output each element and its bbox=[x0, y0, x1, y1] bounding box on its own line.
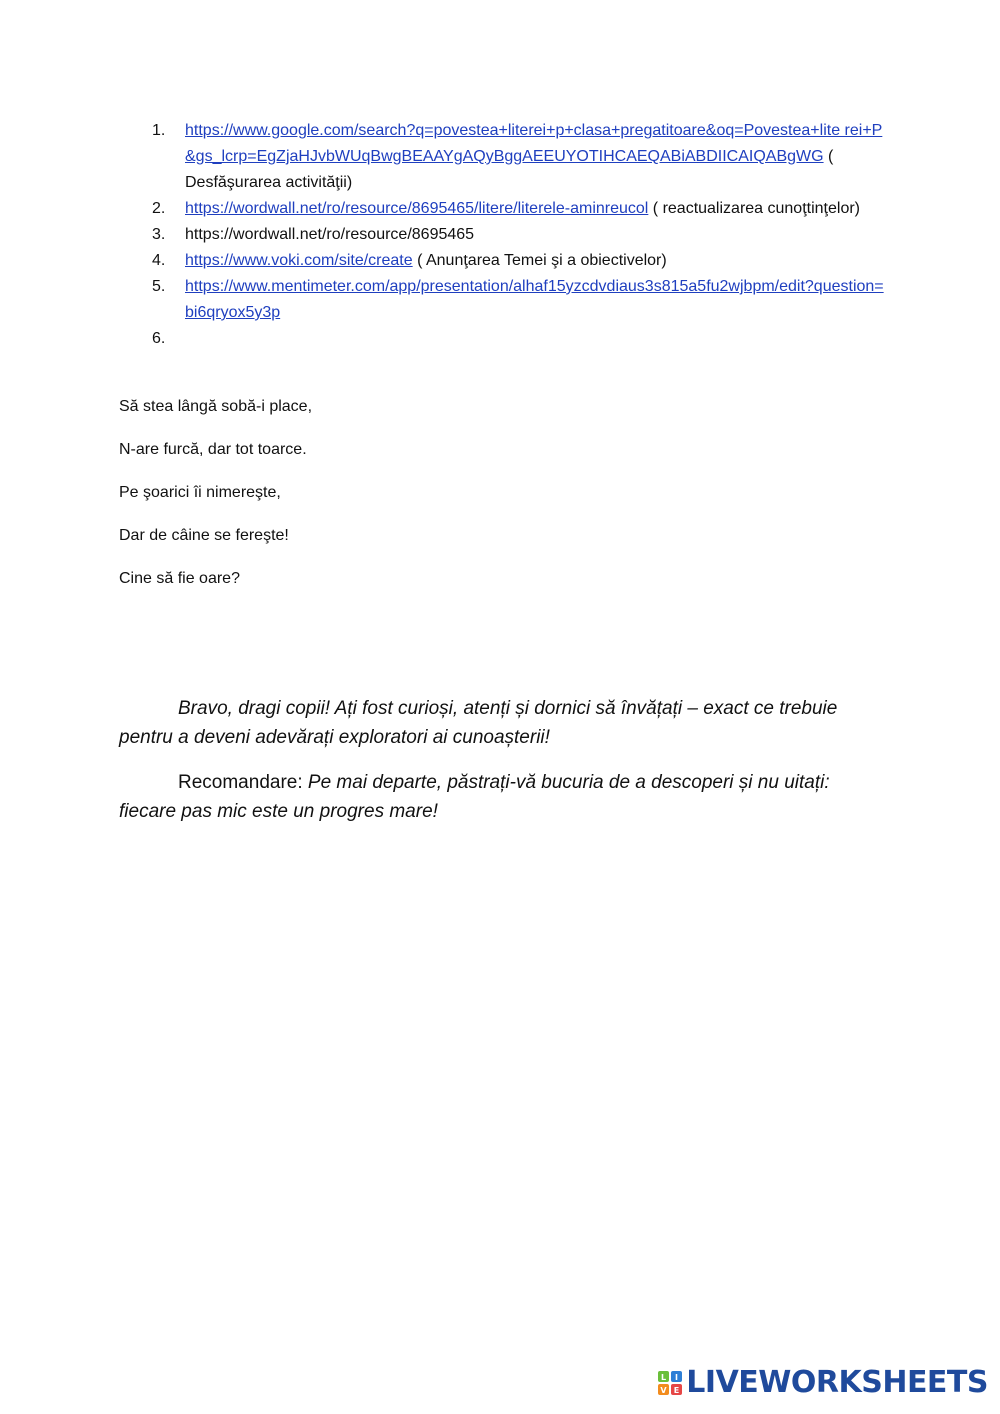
recommendation-text: Pe mai departe, păstrați-vă bucuria de a descoperi și nu uitați: fiecare pas mic este un progres mare! bbox=[119, 772, 830, 822]
liveworksheets-brand bbox=[657, 1365, 988, 1400]
svg-text:I: I bbox=[675, 1373, 679, 1382]
list-item bbox=[152, 248, 887, 274]
list-item bbox=[152, 196, 887, 222]
riddle-line: Pe şoarici îi nimereşte, bbox=[119, 484, 281, 501]
reference-list bbox=[152, 118, 887, 352]
list-number: 6. bbox=[152, 330, 166, 347]
list-item bbox=[152, 118, 887, 196]
recommendation-paragraph bbox=[119, 768, 884, 826]
reference-note: ( reactualizarea cunoţtinţelor) bbox=[648, 200, 860, 217]
svg-text:L: L bbox=[661, 1373, 667, 1382]
reference-link[interactable]: https://www.mentimeter.com/app/presentation/alhaf15yzcdvdiaus3s815a5fu2wjbpm/edit?question=bi6qryox5y3p bbox=[185, 278, 884, 321]
svg-text:E: E bbox=[674, 1386, 680, 1395]
reference-link[interactable]: https://www.voki.com/site/create bbox=[185, 252, 413, 269]
riddle-line: Dar de câine se fereşte! bbox=[119, 527, 289, 544]
list-number: 5. bbox=[152, 278, 166, 295]
riddle-question: Cine să fie oare? bbox=[119, 570, 240, 587]
riddle-line: N-are furcă, dar tot toarce. bbox=[119, 441, 307, 458]
praise-paragraph bbox=[119, 694, 884, 752]
list-item bbox=[152, 222, 887, 248]
list-number: 4. bbox=[152, 252, 166, 269]
list-number: 1. bbox=[152, 122, 166, 139]
praise-text: Bravo, dragi copii! Ați fost curioși, atenți și dornici să învățați – exact ce trebuie pentru a deveni adevărați exploratori ai cunoașterii! bbox=[119, 698, 838, 748]
reference-note: ( Desfăşurarea activităţii) bbox=[185, 148, 834, 191]
svg-text:V: V bbox=[660, 1386, 667, 1395]
riddle bbox=[119, 395, 879, 610]
recommendation-label: Recomandare: bbox=[178, 772, 308, 793]
reference-link[interactable]: https://www.google.com/search?q=povestea+literei+p+clasa+pregatitoare&oq=Povestea+lite rei+P&gs_lcrp=EgZjaHJvbWUqBwgBEAAYgAQyBggAEEUYOTIHCAEQABiABDIICAIQABgWG bbox=[185, 122, 883, 165]
closing-message bbox=[119, 694, 884, 842]
reference-plain-text: https://wordwall.net/ro/resource/8695465 bbox=[185, 226, 475, 243]
reference-link[interactable]: https://wordwall.net/ro/resource/8695465/litere/literele-aminreucol bbox=[185, 200, 649, 217]
reference-note: ( Anunţarea Temei şi a obiectivelor) bbox=[412, 252, 667, 269]
riddle-line: Să stea lângă sobă-i place, bbox=[119, 398, 313, 415]
liveworksheets-logo-icon bbox=[657, 1370, 683, 1396]
list-item bbox=[152, 326, 887, 352]
liveworksheets-wordmark: LIVEWORKSHEETS bbox=[686, 1365, 988, 1400]
list-item bbox=[152, 274, 887, 326]
list-number: 2. bbox=[152, 200, 166, 217]
list-number: 3. bbox=[152, 226, 166, 243]
